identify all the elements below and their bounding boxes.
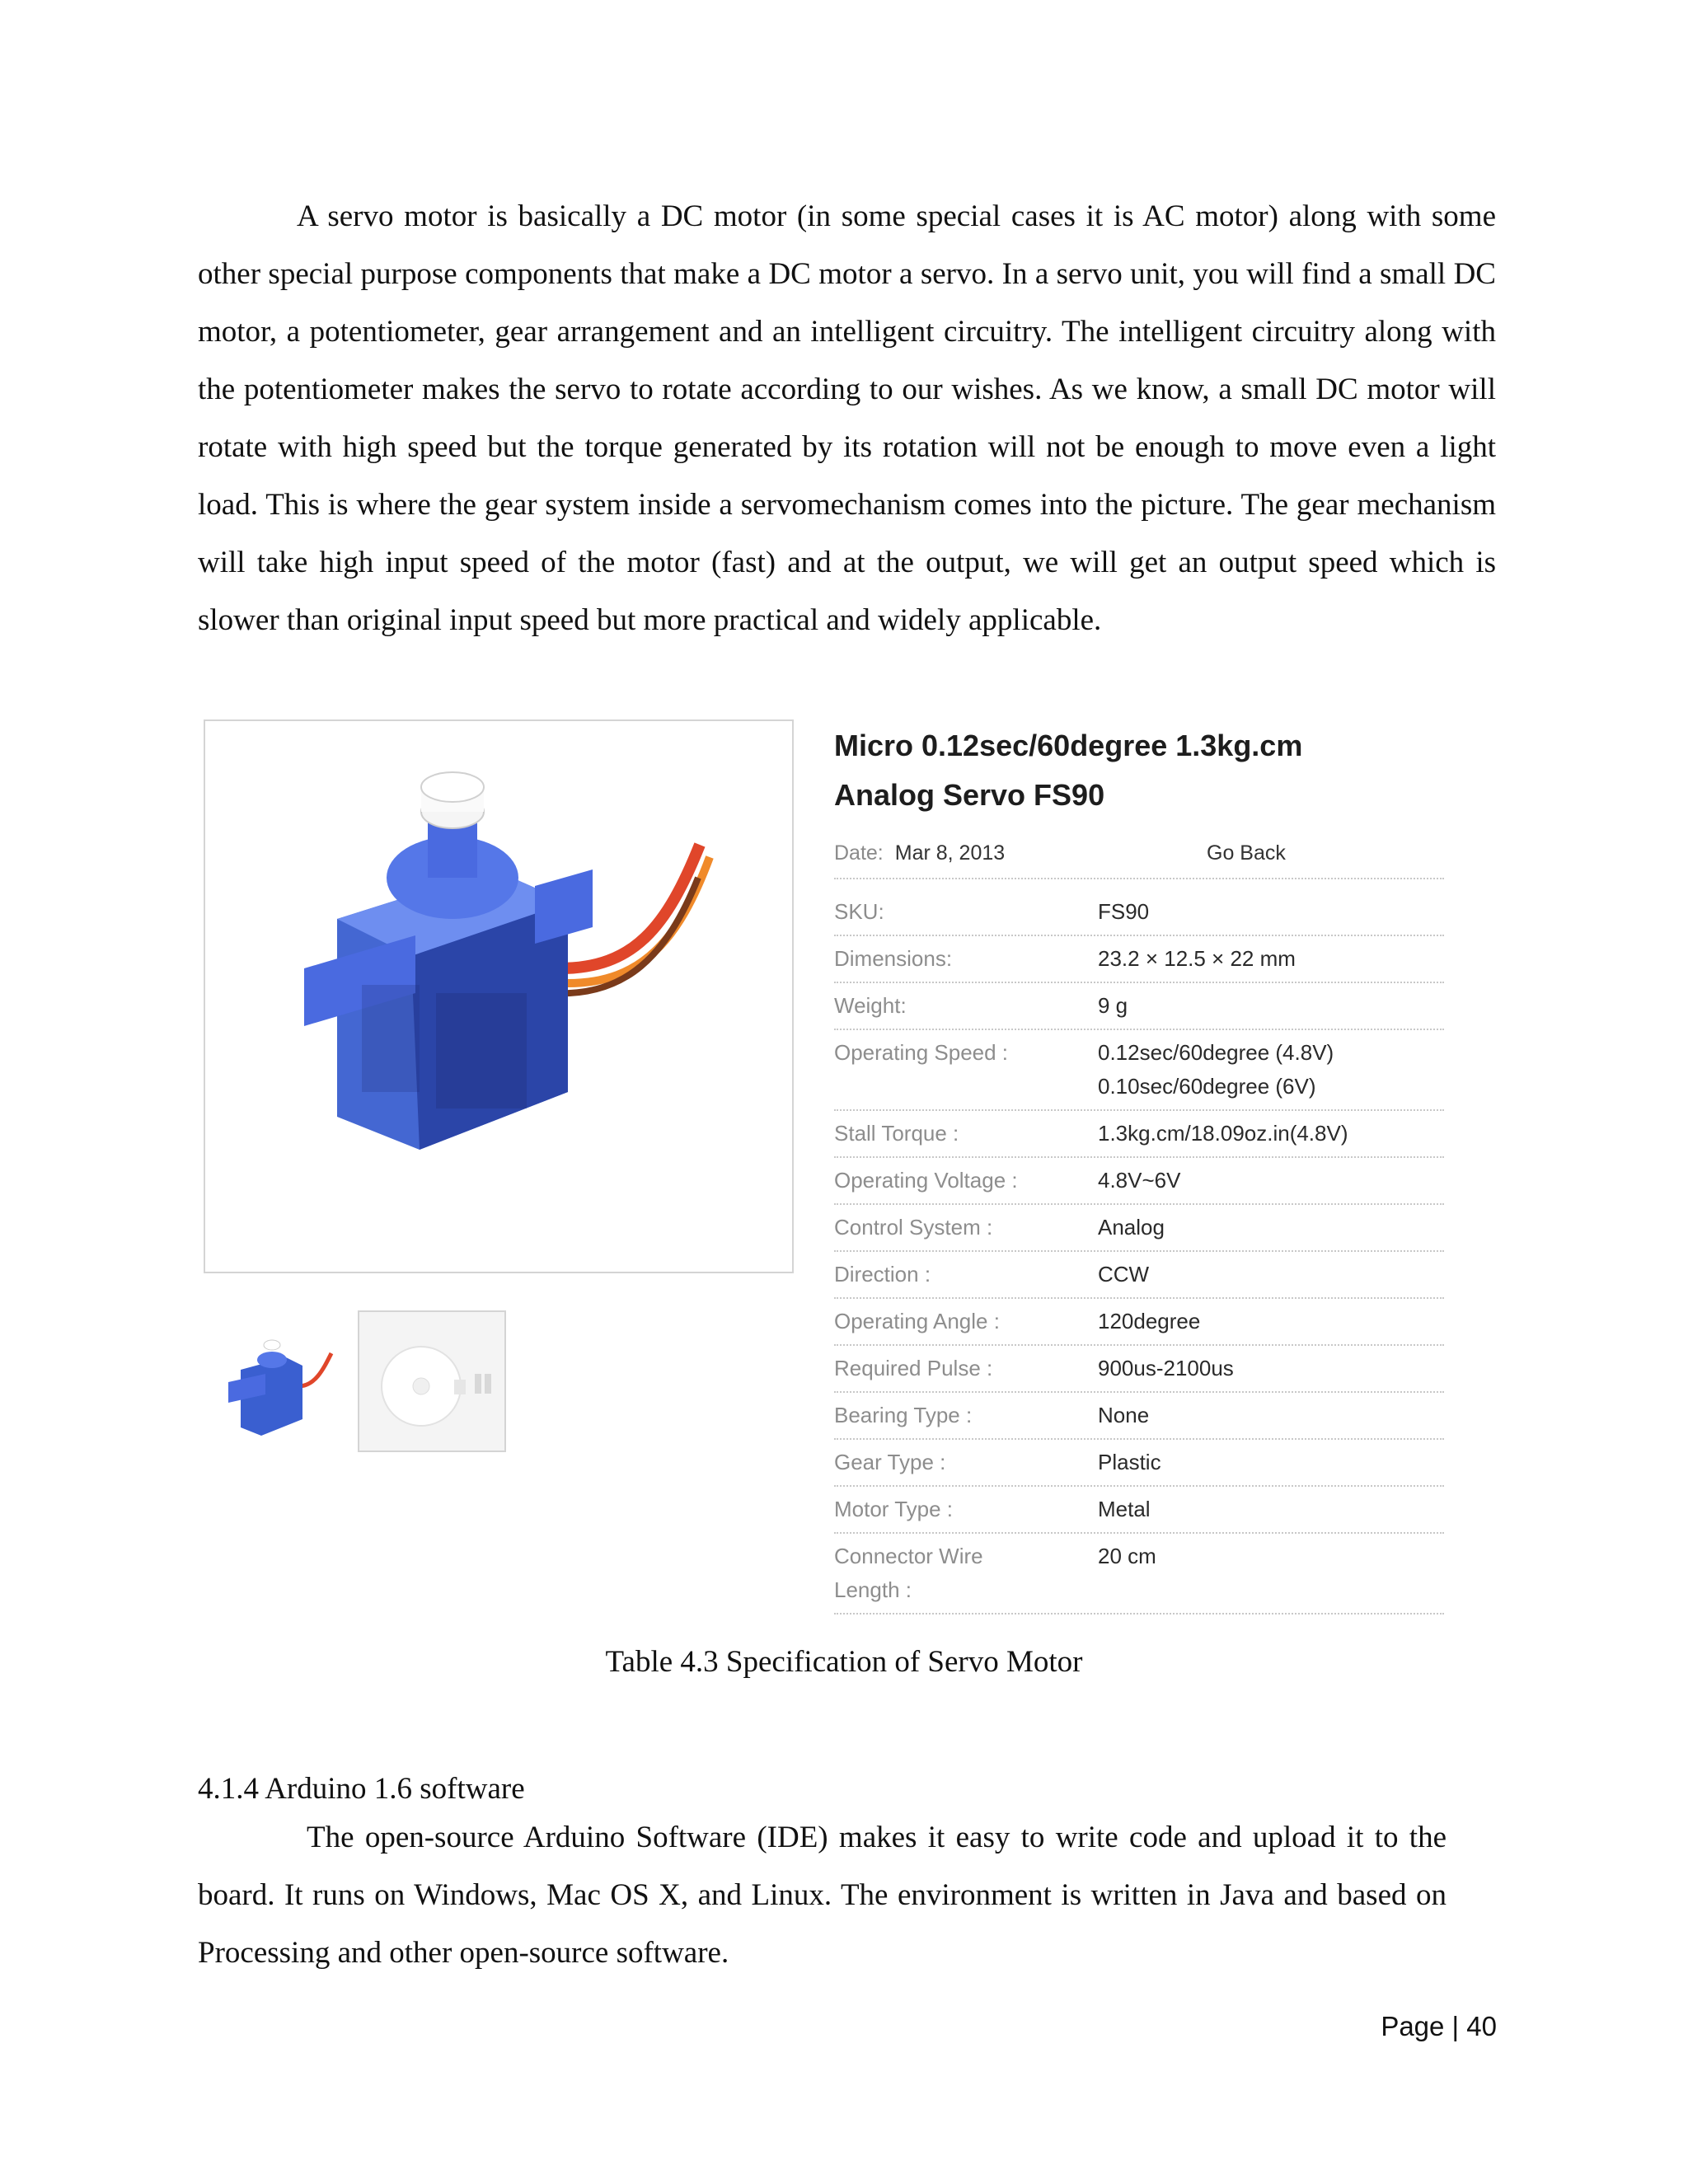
spec-value [1098, 1352, 1444, 1385]
section-heading: 4.1.4 Arduino 1.6 software [198, 1772, 525, 1806]
spec-key: Bearing Type : [834, 1403, 973, 1427]
spec-value-line: 900us-2100us [1098, 1356, 1234, 1380]
servo-thumbnail-icon [208, 1312, 340, 1454]
spec-title-line2: Analog Servo FS90 [834, 778, 1105, 812]
spec-key: Required Pulse : [834, 1356, 993, 1380]
spec-row [834, 1534, 1444, 1615]
spec-key: Operating Voltage : [834, 1168, 1018, 1193]
spec-row [834, 1487, 1444, 1534]
spec-value [1098, 1036, 1444, 1104]
spec-value-line: Metal [1098, 1497, 1151, 1521]
go-back-link[interactable]: Go Back [1207, 841, 1286, 865]
spec-value [1098, 989, 1444, 1023]
date-value: Mar 8, 2013 [894, 841, 1006, 865]
spec-row [834, 889, 1444, 936]
spec-value-line: 9 g [1098, 993, 1128, 1018]
spec-value [1098, 1211, 1444, 1244]
spec-value-line: 0.12sec/60degree (4.8V) [1098, 1040, 1334, 1065]
spec-row [834, 1393, 1444, 1440]
spec-title-line1: Micro 0.12sec/60degree 1.3kg.cm [834, 729, 1303, 762]
spec-key: Connector Wire Length : [834, 1544, 983, 1602]
spec-value [1098, 1446, 1444, 1479]
spec-value-line: None [1098, 1403, 1150, 1427]
spec-row [834, 1030, 1444, 1111]
servo-horns-icon [359, 1312, 504, 1451]
spec-key: Operating Angle : [834, 1309, 1000, 1333]
spec-rows [834, 889, 1444, 1615]
spec-value [1098, 1258, 1444, 1291]
spec-row [834, 1440, 1444, 1487]
body-paragraph-arduino: The open-source Arduino Software (IDE) makes it easy to write code and upload it to the board. It runs on Windows, Mac OS X, and Linux. The environment is written in Java and based on Processing and other open-source software. [198, 1821, 1447, 1970]
spec-value [1098, 942, 1444, 976]
table-caption: Table 4.3 Specification of Servo Motor [605, 1645, 1083, 1679]
spec-row [834, 1299, 1444, 1346]
date-label: Date: [834, 841, 884, 865]
spec-row [834, 983, 1444, 1030]
spec-key: Gear Type : [834, 1450, 946, 1474]
spec-value [1098, 1117, 1444, 1151]
spec-value [1098, 1540, 1444, 1607]
page-number: Page | 40 [1381, 2011, 1497, 2041]
servo-spec-table [834, 721, 1444, 1615]
spec-key: Operating Speed : [834, 1040, 1009, 1065]
spec-value [1098, 1305, 1444, 1338]
spec-key: Motor Type : [834, 1497, 954, 1521]
spec-value-line: Plastic [1098, 1450, 1161, 1474]
spec-value [1098, 1399, 1444, 1432]
servo-motor-icon [205, 721, 792, 1272]
spec-key: SKU: [834, 899, 884, 924]
spec-value-line: 1.3kg.cm/18.09oz.in(4.8V) [1098, 1121, 1348, 1146]
spec-value [1098, 895, 1444, 929]
spec-value [1098, 1164, 1444, 1197]
spec-meta-row [834, 828, 1444, 879]
servo-motor-photo [204, 719, 794, 1273]
spec-value-line: Analog [1098, 1215, 1165, 1240]
servo-horns-thumbnail[interactable] [358, 1310, 506, 1452]
body-paragraph-servo: A servo motor is basically a DC motor (in some special cases it is AC motor) along with some other special purpose components that make a DC motor a servo. In a servo unit, you will find a small DC motor, a potentiometer, gear arrangement and an intelligent circuitry. The intelligent circuitry along with the potentiometer makes the servo to rotate according to our wishes. As we know, a small DC motor will rotate with high speed but the torque generated by its rotation will not be enough to move even a light load. This is where the gear system inside a servomechanism comes into the picture. The gear mechanism will take high input speed of the motor (fast) and at the output, we will get an output speed which is slower than original input speed but more practical and widely applicable. [198, 199, 1496, 637]
spec-value-line: 4.8V~6V [1098, 1168, 1181, 1193]
spec-value-line: FS90 [1098, 899, 1150, 924]
spec-value-line: CCW [1098, 1262, 1150, 1286]
spec-row [834, 1205, 1444, 1252]
spec-value-line: 0.10sec/60degree (6V) [1098, 1074, 1316, 1099]
spec-key: Direction : [834, 1262, 931, 1286]
spec-row [834, 1158, 1444, 1205]
spec-value [1098, 1493, 1444, 1526]
spec-row [834, 1252, 1444, 1299]
spec-value-line: 23.2 × 12.5 × 22 mm [1098, 946, 1296, 971]
spec-value-line: 120degree [1098, 1309, 1201, 1333]
spec-key: Control System : [834, 1215, 993, 1240]
servo-motor-thumbnail[interactable] [208, 1312, 340, 1454]
spec-key: Dimensions: [834, 946, 953, 971]
spec-row [834, 936, 1444, 983]
spec-row [834, 1111, 1444, 1158]
spec-key: Weight: [834, 993, 907, 1018]
spec-value-line: 20 cm [1098, 1544, 1156, 1568]
spec-row [834, 1346, 1444, 1393]
spec-key: Stall Torque : [834, 1121, 959, 1146]
